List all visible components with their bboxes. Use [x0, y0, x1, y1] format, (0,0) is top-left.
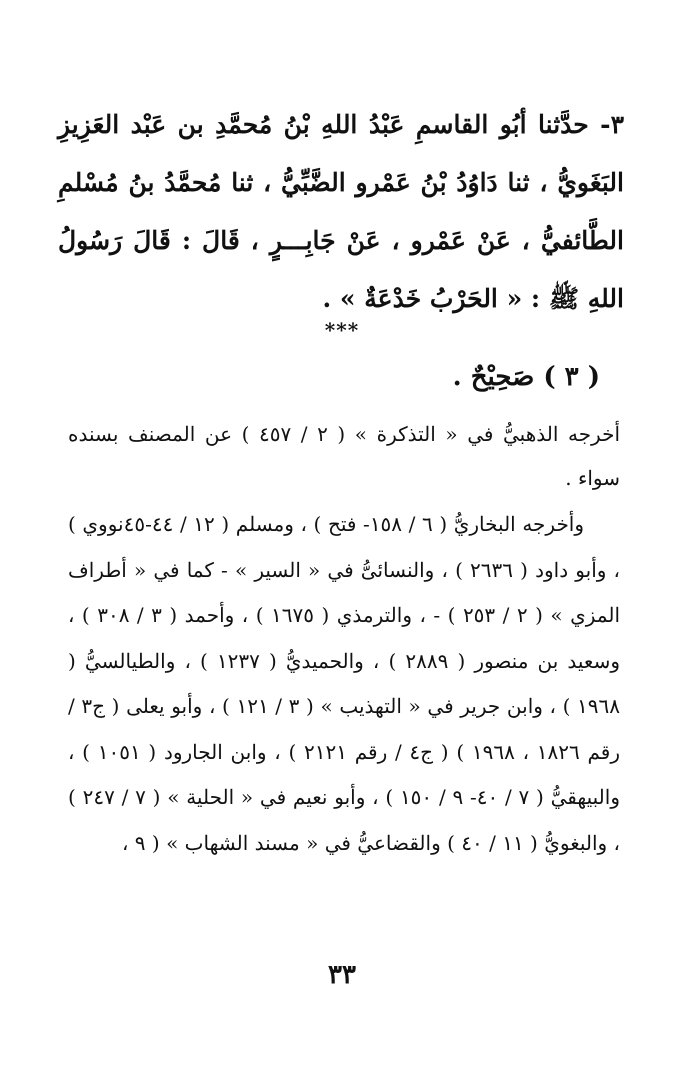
- page-number: ٣٣: [328, 960, 356, 990]
- footnote-grade: ( ٣ ) صَحِيْحٌ .: [452, 362, 600, 392]
- footnote-paragraph-2-text: وأخرجه البخاريُّ ( ٦ / ١٥٨- فتح ) ، ومسلم ( ١٢ / ٤٤-٤٥نووي ) ، وأبو داود ( ٢٦٣٦ ) ، والنسائىُّ في « السير » - كما في « أطراف المزي » ( ٢ / ٢٥٣ ) - ، والترمذي ( ١٦٧٥ ) ، وأحمد ( ٣ / ٣٠٨ ) ، وسعيد بن منصور ( ٢٨٨٩ ) ، والحميديُّ ( ١٢٣٧ ) ، والطيالسيُّ ( ١٩٦٨ ) ، وابن جرير في « التهذيب » ( ٣ / ١٢١ ) ، وأبو يعلى ( ج٣ / رقم ١٨٢٦ ، ١٩٦٨ ) ( ج٤ / رقم ٢١٢١ ) ، وابن الجارود ( ١٠٥١ ) ، والبيهقيُّ ( ٧ / ٤٠- ٩ / ١٥٠ ) ، وأبو نعيم في « الحلية » ( ٧ / ٢٤٧ ) ، والبغويُّ ( ١١ / ٤٠ ) والقضاعيُّ في « مسند الشهاب » ( ٩ ،: [68, 512, 621, 855]
- footnote-paragraph-2: [68, 502, 620, 866]
- section-separator: ***: [324, 318, 360, 342]
- footnote-paragraph-1: أخرجه الذهبيُّ في « التذكرة » ( ٢ / ٤٥٧ ) عن المصنف بسنده سواء .: [68, 422, 621, 490]
- hadith-text: ٣- حدَّثنا أبُو القاسمِ عَبْدُ اللهِ بْنُ مُحمَّدِ بن عَبْد العَزِيزِ البَغَويُّ ، ثنا دَاوُدُ بْنُ عَمْرو الضَّبِّيُّ ، ثنا مُحمَّدُ بنُ مُسْلمِ الطَّائفيُّ ، عَنْ عَمْرو ، عَنْ جَابِـــرٍ ، قَالَ : قَالَ رَسُولُ اللهِ ﷺ : « الحَرْبُ خَدْعَةٌ » .: [58, 110, 624, 313]
